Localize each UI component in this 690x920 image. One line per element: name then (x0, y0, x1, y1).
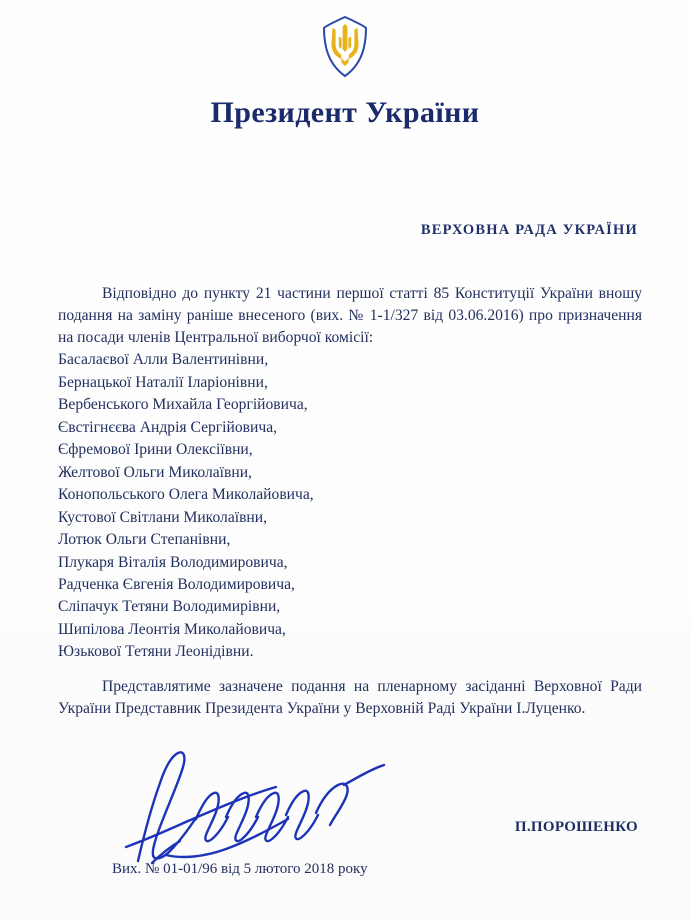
ukraine-trident-emblem-icon (322, 16, 368, 78)
list-item: Лотюк Ольги Степанівни, (58, 531, 231, 549)
list-item: Конопольського Олега Миколайовича, (58, 486, 314, 504)
list-item: Вербенського Михайла Георгійовича, (58, 396, 308, 414)
list-item: Кустової Світлани Миколаївни, (58, 508, 268, 526)
page-title: Президент України (210, 96, 480, 129)
list-item: Желтової Ольги Миколаївни, (58, 463, 252, 481)
list-item: Плукаря Віталія Володимировича, (58, 553, 288, 571)
list-item: Єфремової Ірини Олексіївни, (58, 441, 253, 459)
addressee-line: ВЕРХОВНА РАДА УКРАЇНИ (420, 222, 638, 238)
signer-name: П.ПОРОШЕНКО (514, 818, 638, 835)
handwritten-signature-icon (108, 743, 428, 873)
nominee-list (58, 349, 642, 663)
document-body (0, 283, 690, 721)
list-item: Радченка Євгенія Володимировича, (58, 575, 295, 593)
list-item: Юзькової Тетяни Леонідівни. (58, 643, 254, 661)
list-item: Сліпачук Тетяни Володимирівни, (58, 598, 281, 616)
list-item: Басалаєвої Алли Валентинівни, (58, 351, 269, 369)
list-item: Євстігнєєва Андрія Сергійовича, (58, 418, 278, 436)
outgoing-reference: Вих. № 01-01/96 від 5 лютого 2018 року (112, 861, 368, 877)
intro-paragraph: Відповідно до пункту 21 частини першої статті 85 Конституції України вношу подання на заміну раніше внесеного (вих. № 1-1/327 від 03.06.2016) про призначення на посади членів Центральної виборчої комісії: (58, 285, 642, 347)
emblem-container (0, 0, 690, 78)
closing-paragraph: Представлятиме зазначене подання на пленарному засіданні Верховної Ради України Представник Президента України у Верховній Раді України І.Луценко. (58, 677, 642, 718)
list-item: Бернацької Наталії Іларіонівни, (58, 373, 268, 391)
list-item: Шипілова Леонтія Миколайовича, (58, 620, 286, 638)
